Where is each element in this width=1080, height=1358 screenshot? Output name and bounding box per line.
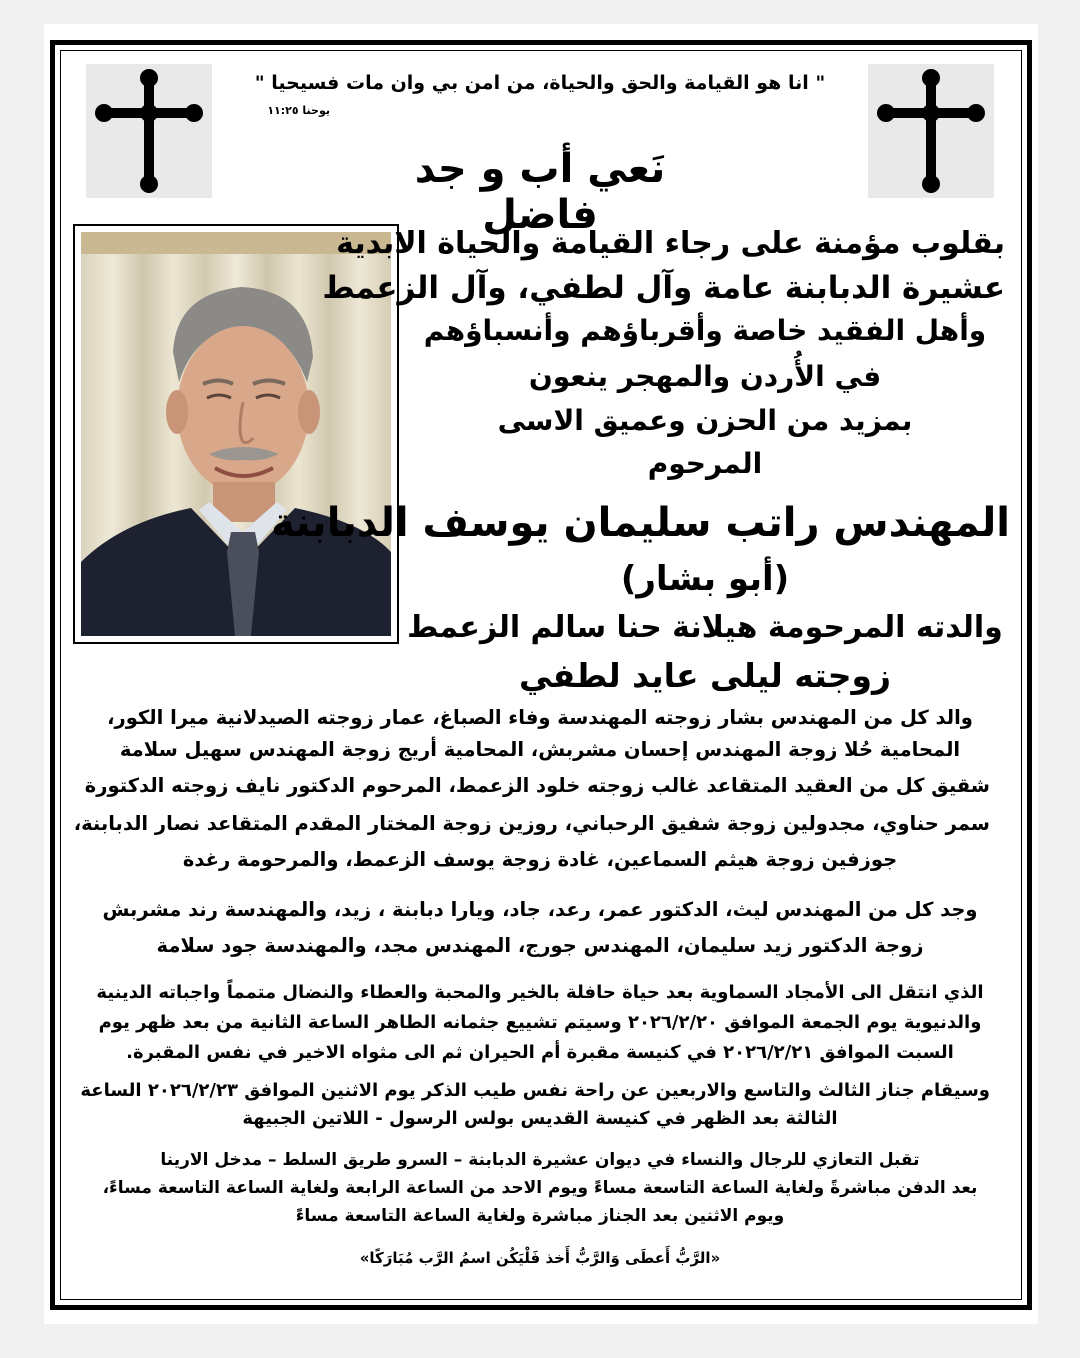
children-line-2: المحامية حُلا زوجة المهندس إحسان مشربش، المحامية أريج زوجة المهندس سهيل سلامة [119, 738, 961, 761]
funeral-line-1: الذي انتقل الى الأمجاد السماوية بعد حياة حافلة بالخير والمحبة والعطاء والنضال متمماً واجباته الدينية [96, 982, 984, 1003]
cross-icon [876, 68, 986, 196]
children-line-1: والد كل من المهندس بشار زوجته المهندسة وفاء الصباغ، عمار زوجته الصيدلانية ميرا الكور، [107, 706, 973, 729]
siblings-line-2: سمر حناوي، مجدولين زوجة شفيق الرحباني، روزين زوجة المختار المقدم المتقاعد نصار الدبابنة، [73, 812, 990, 835]
deceased-nickname: (أبو بشار) [620, 559, 790, 599]
intro-line-1: بقلوب مؤمنة على رجاء القيامة والحياة الابدية [336, 226, 1005, 261]
grandchildren-line-2: زوجة الدكتور زيد سليمان، المهندس جورج، المهندس مجد، والمهندسة جود سلامة [156, 934, 924, 957]
cross-left-box [86, 64, 212, 198]
scripture-reference: يوحنا ١١:٢٥ [267, 104, 330, 117]
funeral-line-2: والدنيوية يوم الجمعة الموافق ٢٠٢٦/٢/٢٠ وسيتم تشييع جثمانه الطاهر الساعة الثانية من بعد ظهر يوم [98, 1012, 982, 1033]
cross-right-box [868, 64, 994, 198]
intro-line-5: بمزيد من الحزن وعميق الاسى [497, 404, 913, 437]
siblings-line-3: جوزفين زوجة هيثم السماعين، غادة زوجة يوسف الزعمط، والمرحومة رغدة [182, 848, 898, 871]
condolence-line-3: ويوم الاثنين بعد الجناز مباشرة ولغاية الساعة التاسعة مساءً [295, 1206, 785, 1226]
memorial-line-1: وسيقام جناز الثالث والتاسع والاربعين عن راحة نفس طيب الذكر يوم الاثنين الموافق ٢٠٢٦/٢/٢٣ الساعة [80, 1080, 990, 1101]
funeral-line-3: السبت الموافق ٢٠٢٦/٢/٢١ في كنيسة مقبرة أم الحيران ثم الى مثواه الاخير في نفس المقبرة. [126, 1042, 954, 1063]
siblings-line-1: شقيق كل من العقيد المتقاعد غالب زوجته خلود الزعمط، المرحوم الدكتور نايف زوجته الدكتورة [84, 774, 990, 797]
condolence-line-1: تقبل التعازي للرجال والنساء في ديوان عشيرة الدبابنة – السرو طريق السلط – مدخل الارينا [160, 1150, 920, 1170]
memorial-line-2: الثالثة بعد الظهر في كنيسة القديس بولس الرسول - اللاتين الجبيهة [242, 1108, 838, 1129]
intro-line-6: المرحوم [647, 447, 763, 480]
deceased-name: المهندس راتب سليمان يوسف الدبابنة [271, 500, 1010, 546]
cross-icon [94, 68, 204, 196]
grandchildren-line-1: وجد كل من المهندس ليث، الدكتور عمر، رعد، جاد، ويارا دبابنة ، زيد، والمهندسة رند مشربش [102, 898, 978, 921]
notice-title: نَعي أب و جد فاضل [414, 146, 666, 238]
deceased-mother: والدته المرحومة هيلانة حنا سالم الزعمط [407, 610, 1003, 645]
intro-line-2: عشيرة الدبابنة عامة وآل لطفي، وآل الزعمط [322, 270, 1005, 306]
scripture-verse: " انا هو القيامة والحق والحياة، من امن بي وان مات فسيحيا " [254, 72, 826, 94]
intro-line-3: وأهل الفقيد خاصة وأقرباؤهم وأنسباؤهم [423, 314, 987, 347]
intro-line-4: في الأُردن والمهجر ينعون [528, 360, 882, 393]
closing-verse: «الرَّبُّ أَعطَى وَالرَّبُّ أَخذ فَلْيَكُن اسمُ الرَّب مُبَارَكًا» [359, 1249, 721, 1267]
deceased-wife: زوجته ليلى عايد لطفي [518, 656, 892, 695]
condolence-line-2: بعد الدفن مباشرةً ولغاية الساعة التاسعة مساءً ويوم الاحد من الساعة الرابعة ولغاية الساعة التاسعة مساءً، [102, 1178, 978, 1198]
